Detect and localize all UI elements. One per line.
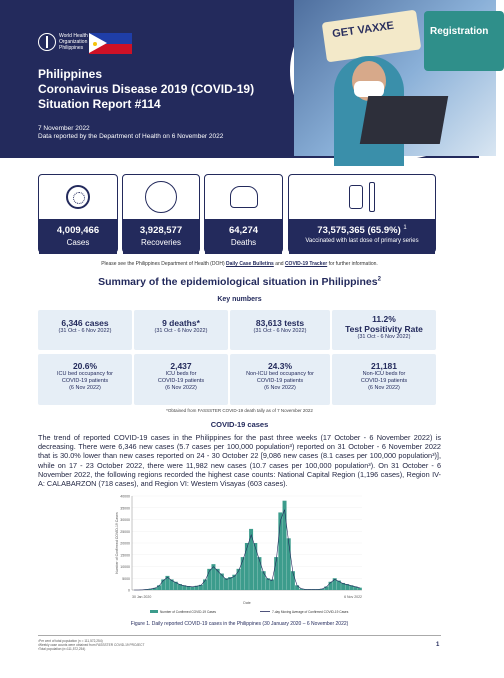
stat-card-vaccinated — [288, 174, 436, 253]
philippines-flag-icon — [89, 33, 132, 54]
daily-case-bulletins-link[interactable]: Daily Case Bulletins — [226, 261, 274, 267]
legend-label: Number of Confirmed COVID-19 Cases — [160, 610, 216, 614]
stat-card-recoveries — [122, 174, 200, 253]
daily-cases-chart — [110, 490, 370, 625]
footnotes — [38, 635, 441, 651]
chart-bar — [220, 574, 224, 590]
key-number-cases: 6,346 cases (31 Oct - 6 Nov 2022) — [38, 310, 132, 350]
key-number-nonicu-beds: 21,181 Non-ICU beds for COVID-19 patients (6 Nov 2022) — [332, 354, 436, 405]
stat-value: 4,009,466 — [56, 225, 100, 236]
chart-bar — [245, 543, 249, 590]
legend-bar-swatch — [150, 610, 158, 613]
chart-bar — [241, 557, 245, 590]
photo-sign-text: GET VAXXE — [331, 19, 395, 41]
summary-heading: Summary of the epidemiological situation in Philippines$^2$ — [98, 276, 381, 288]
footnote-1: ¹Per cent of total population (n = 111,572,254) — [38, 639, 103, 643]
x-tick-label: 30 Jan 2020 — [132, 595, 152, 599]
figure-caption: Figure 1. Daily reported COVID-19 cases in the Philippines (30 January 2020 – 6 November 2022) — [130, 621, 349, 627]
virus-icon — [66, 185, 90, 209]
covid-tracker-link[interactable]: COVID-19 Tracker — [284, 261, 328, 267]
y-axis-label: Number of Confirmed COVID-19 Cases — [115, 512, 119, 574]
hand-icon — [230, 186, 258, 208]
footnote-2: ²Weekly case counts were obtained from FASSSTER COVID-19 PROJECT — [38, 643, 145, 647]
chart-bar — [262, 571, 266, 590]
page-number: 1 — [436, 642, 440, 648]
y-tick-label: 10000 — [120, 565, 130, 569]
vaccination-photo — [290, 0, 500, 160]
syringe-icon — [369, 182, 375, 212]
key-numbers-heading: Key numbers — [217, 296, 262, 303]
key-number-icu-occupancy: 20.6% ICU bed occupancy for COVID-19 patients (6 Nov 2022) — [38, 354, 132, 405]
x-tick-label: 6 Nov 2022 — [344, 595, 362, 599]
chart-bar — [270, 579, 274, 590]
doh-note: Please see the Philippines Department of Health (DOH) Daily Case Bulletins and COVID-19 Tracker for further information. — [101, 261, 378, 267]
covid-cases-paragraph: The trend of reported COVID-19 cases in the Philippines for the past three weeks (17 October - 6 November 2022) is decreasing. There were 6,346 new cases (5.7 cases per 100,000 population³) reported on 31 October - 6 November 2022 that is 30.0% lower than new cases reported on 24 - 30 October 22 [9,086 new cases (8.1 cases per 100,000 population³)], while on 17 - 23 October 2022, there were 11,982 new cases (10.7 cases per 100,000 population³). On 31 October - 6 November 2022, the following regions recorded the highest case counts: National Capital Region (1,196 cases), Region IV-A: CALABARZON (718 cases), and Region VI: Western Visayas (603 cases). — [38, 433, 441, 489]
title-disease: Coronavirus Disease 2019 (COVID-19) — [38, 82, 255, 96]
report-title — [38, 67, 254, 112]
who-logo-icon — [38, 33, 56, 51]
report-date-info — [38, 125, 223, 141]
deaths-source-note: *Obtained from FASSSTER COVID-19 death tally as of 7 November 2022 — [166, 408, 313, 413]
key-number-icu-beds: 2,437 ICU beds for COVID-19 patients (6 Nov 2022) — [134, 354, 228, 405]
stat-label: Deaths — [230, 238, 257, 247]
y-tick-label: 15000 — [120, 553, 130, 558]
chart-bar — [257, 557, 261, 590]
who-text: World Health Organization Philippines — [59, 33, 88, 51]
stat-value: 3,928,577 — [139, 225, 183, 236]
photo-registration-text: Registration — [430, 26, 489, 37]
stat-label: Recoveries — [140, 238, 181, 247]
y-tick-label: 40000 — [120, 494, 130, 499]
legend-label: 7-day Moving Average of Confirmed COVID-19 Cases — [272, 610, 349, 614]
stat-value: 73,575,365 (65.9%) $^1$ — [317, 225, 407, 237]
chart-bar — [224, 578, 228, 590]
y-tick-label: 25000 — [120, 529, 130, 534]
title-country: Philippines — [38, 67, 103, 81]
chart-bar — [253, 543, 257, 590]
stat-value: 64,274 — [228, 225, 259, 236]
chart-bar — [237, 569, 241, 590]
y-tick-label: 35000 — [120, 506, 130, 511]
key-number-deaths: 9 deaths* (31 Oct - 6 Nov 2022) — [134, 310, 228, 350]
vaccine-bottle-icon — [349, 185, 363, 209]
chart-bar — [291, 571, 295, 590]
covid-cases-heading: COVID-19 cases — [210, 420, 269, 429]
chart-bar — [287, 538, 291, 590]
stat-label: Vaccinated with last dose of primary series — [305, 238, 419, 245]
footnote-3: ³Total population (n=111,572,254) — [38, 647, 86, 651]
title-report-number: Situation Report #114 — [38, 97, 161, 111]
stat-card-cases — [38, 174, 118, 253]
key-number-positivity: 11.2% Test Positivity Rate (31 Oct - 6 Nov 2022) — [332, 310, 436, 350]
report-date: 7 November 2022 — [38, 125, 90, 132]
key-number-nonicu-occupancy: 24.3% Non-ICU bed occupancy for COVID-19 patients (6 Nov 2022) — [230, 354, 330, 405]
key-number-tests: 83,613 tests (31 Oct - 6 Nov 2022) — [230, 310, 330, 350]
stat-label: Cases — [66, 238, 90, 247]
y-tick-label: 5000 — [122, 576, 130, 581]
report-header — [0, 0, 489, 158]
stat-card-deaths — [204, 174, 283, 253]
y-tick-label: 0 — [128, 588, 130, 593]
data-reported-date: Data reported by the Department of Health on 6 November 2022 — [38, 133, 224, 140]
y-tick-label: 30000 — [120, 518, 130, 522]
recovery-virus-icon — [145, 181, 177, 213]
y-tick-label: 20000 — [120, 541, 130, 546]
x-axis-label: Date — [243, 601, 251, 605]
